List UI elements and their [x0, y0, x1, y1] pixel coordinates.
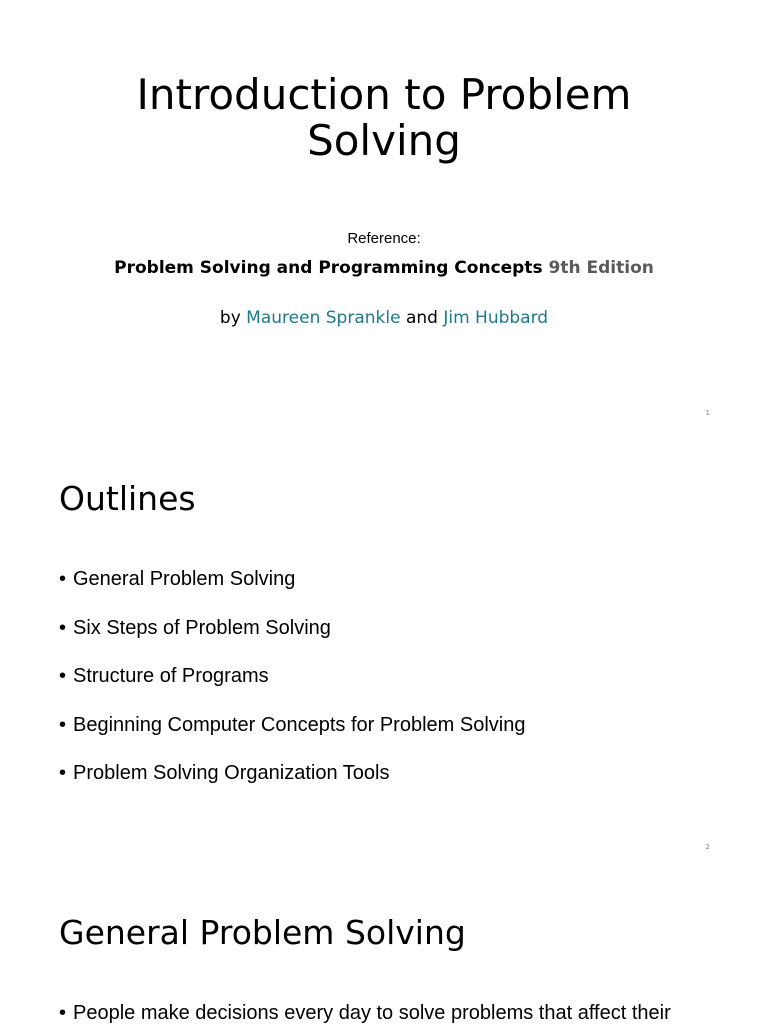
edition-word: Edition: [586, 258, 654, 278]
author-maureen-sprankle: Maureen Sprankle: [246, 308, 401, 328]
slide-2: [0, 434, 768, 868]
title-line-2: Solving: [307, 116, 461, 165]
by-word: by: [219, 308, 241, 328]
authors-line: [0, 308, 768, 328]
content-list: [59, 998, 671, 1024]
bullet-icon: •: [59, 1002, 67, 1024]
bullet-icon: •: [59, 568, 67, 590]
bullet-icon: •: [59, 713, 67, 736]
author-jim-hubbard: Jim Hubbard: [443, 308, 549, 328]
list-item: • People make decisions every day to solve problems that affect their: [59, 998, 671, 1024]
list-item: • Problem Solving Organization Tools: [59, 758, 525, 807]
page-number: 1: [705, 409, 710, 417]
slide-1: [0, 0, 768, 434]
bullet-icon: •: [59, 616, 67, 639]
edition-number: 9th: [548, 258, 581, 278]
and-word: and: [405, 308, 438, 328]
slide-title: [0, 72, 768, 164]
list-item: • Six Steps of Problem Solving: [59, 613, 525, 662]
outlines-heading: Outlines: [59, 479, 196, 518]
page-number: 2: [705, 843, 710, 851]
outline-list: [59, 564, 525, 807]
bullet-icon: •: [59, 762, 67, 784]
list-item: • Structure of Programs: [59, 661, 525, 710]
book-title-text: Problem Solving and Programming Concepts: [114, 258, 543, 278]
list-item: • Beginning Computer Concepts for Problem Solving: [59, 710, 525, 759]
book-title: [110, 258, 658, 279]
list-item: • General Problem Solving: [59, 564, 525, 613]
slide-3: [0, 868, 768, 1024]
bullet-icon: •: [59, 665, 67, 687]
reference-label: Reference:: [347, 230, 421, 247]
title-line-1: Introduction to Problem: [136, 70, 632, 119]
general-problem-solving-heading: General Problem Solving: [59, 913, 466, 952]
